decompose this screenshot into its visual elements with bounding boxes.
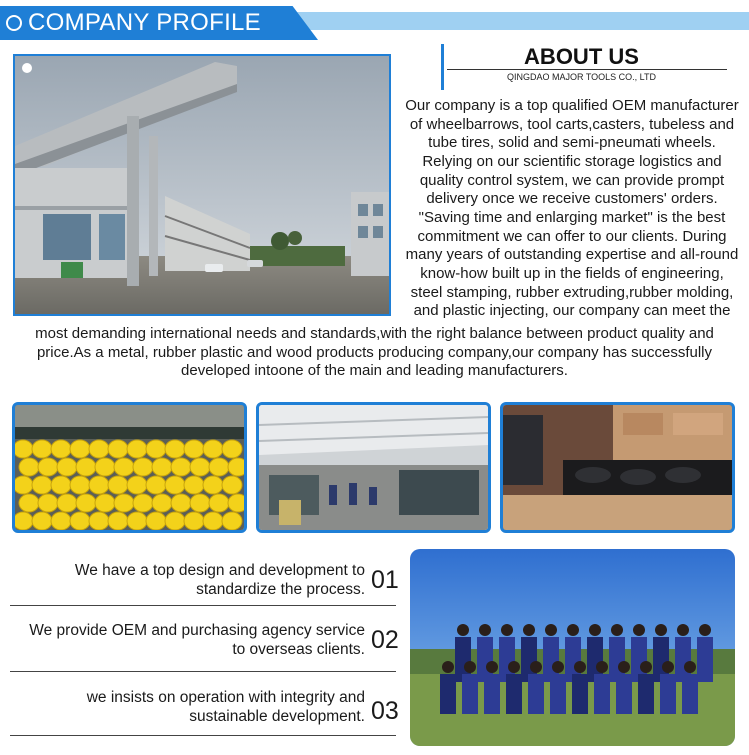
factory-floor-photo xyxy=(256,402,491,533)
feature-text-line: we insists on operation with integrity and xyxy=(86,689,365,706)
about-line: Our company is a top qualified OEM manufacturer xyxy=(405,97,739,114)
feature-divider xyxy=(10,671,396,672)
circle-icon xyxy=(6,15,22,31)
about-line: and plastic injecting, our company can meet the xyxy=(413,302,731,319)
about-line: "Saving time and enlarging market" is the best xyxy=(418,209,726,226)
feature-text-line: We provide OEM and purchasing agency service xyxy=(29,622,365,639)
feature-text-line: We have a top design and development to xyxy=(74,562,365,579)
about-line: steel stamping, rubber extruding,rubber molding, xyxy=(410,284,734,301)
about-line: delivery once we receive customers' orders. xyxy=(426,190,718,207)
team-group-photo xyxy=(410,549,735,746)
about-line: know-how built up in the fields of engineering, xyxy=(420,265,724,282)
about-line: most demanding international needs and standards,with the right balance between product quality and xyxy=(35,325,714,342)
yellow-wheels-photo xyxy=(12,402,247,533)
company-name: QINGDAO MAJOR TOOLS CO., LTD xyxy=(506,72,657,82)
feature-text-line: standardize the process. xyxy=(196,581,365,598)
feature-text-line: sustainable development. xyxy=(189,708,365,725)
about-line: commitment we can offer to our clients. During xyxy=(417,228,727,245)
about-divider xyxy=(447,69,727,70)
about-line: price.As a metal, rubber plastic and wood products producing company,our company has successfully xyxy=(36,344,713,361)
feature-divider xyxy=(10,735,396,736)
feature-divider xyxy=(10,605,396,606)
feature-number: 03 xyxy=(371,697,399,725)
about-line: tube tires, solid and semi-pneumati wheels. xyxy=(428,134,716,151)
feature-number: 02 xyxy=(371,626,399,654)
about-line: Relying on our scientific storage logistics and xyxy=(422,153,722,170)
about-line: of wheelbarrows, tool carts,casters, tubeless and xyxy=(409,116,735,133)
feature-number: 01 xyxy=(371,566,399,594)
factory-building-photo xyxy=(13,54,391,316)
about-line: developed intoone of the main and leading manufacturers. xyxy=(181,362,568,379)
about-line: many years of outstanding expertise and all-round xyxy=(405,246,739,263)
feature-text-line: to overseas clients. xyxy=(232,641,365,658)
about-line: quality control system, we can provide prompt xyxy=(419,172,725,189)
about-title: ABOUT US xyxy=(524,44,639,69)
packing-boxes-photo xyxy=(500,402,735,533)
page-title: COMPANY PROFILE xyxy=(28,9,261,36)
